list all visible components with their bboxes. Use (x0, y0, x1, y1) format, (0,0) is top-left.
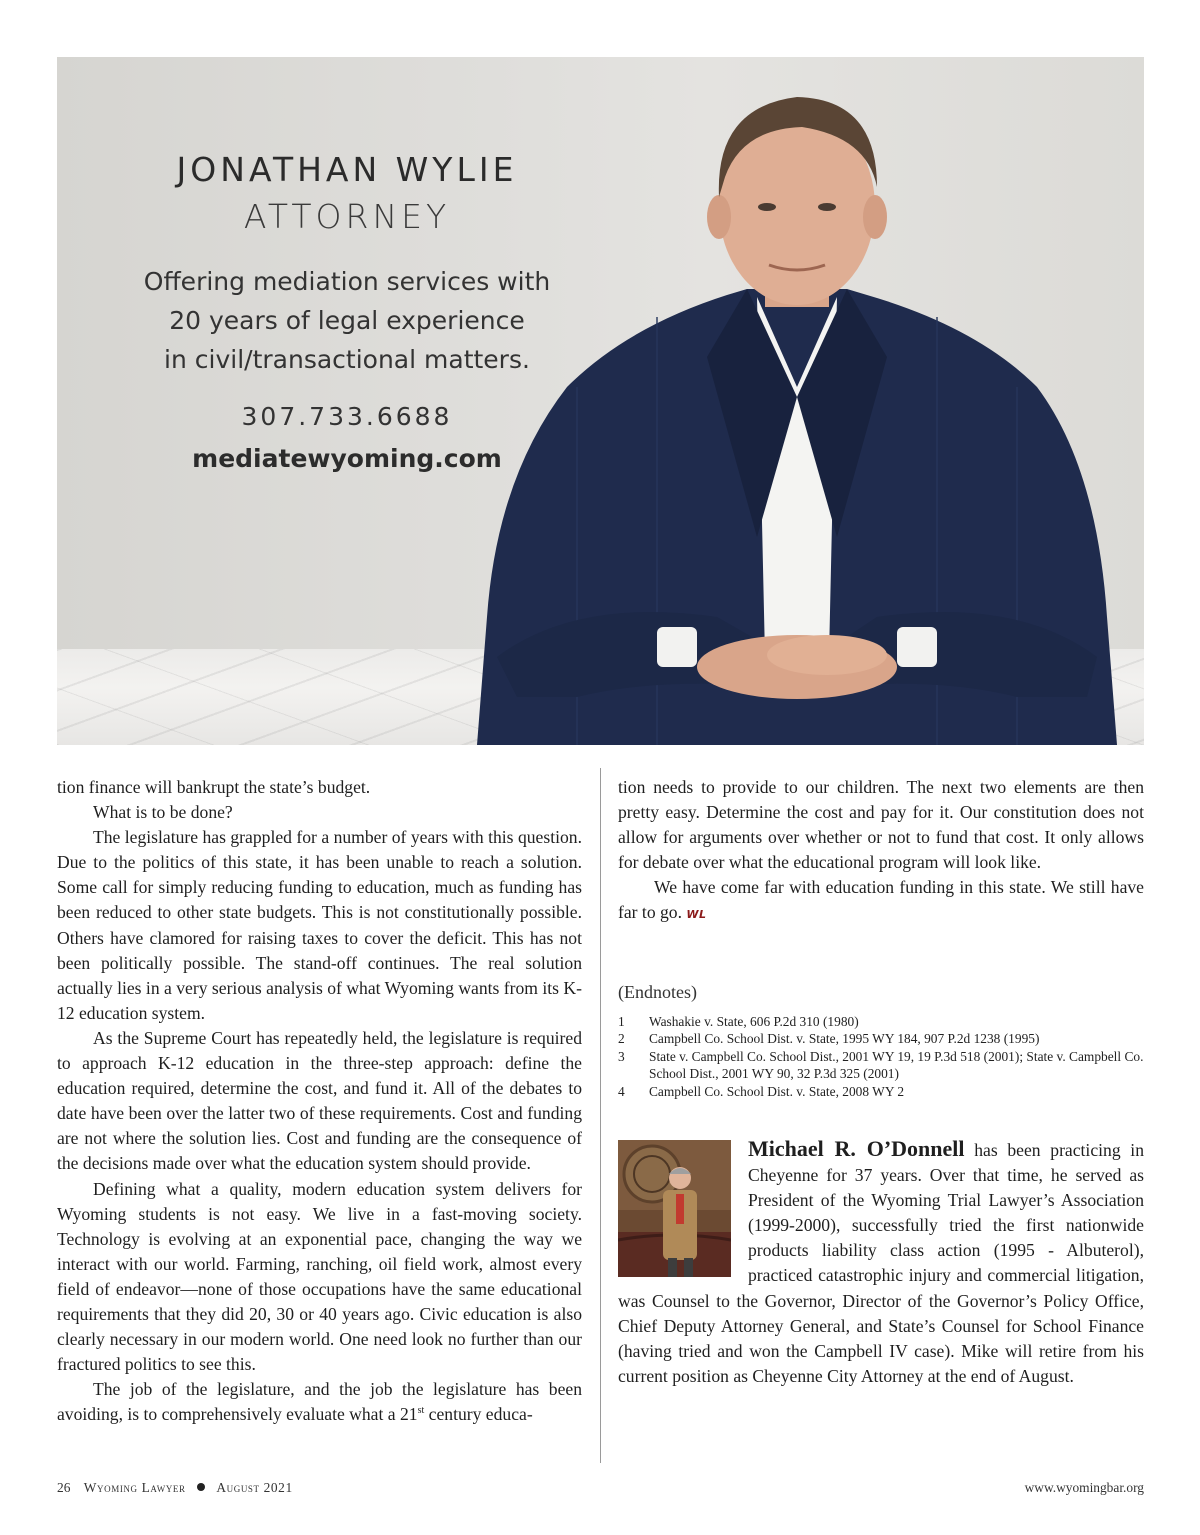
endnote-item (618, 1048, 1148, 1083)
ad-tagline (87, 262, 607, 379)
issue-date: August 2021 (216, 1480, 293, 1495)
article-left-column (57, 775, 582, 1427)
article-paragraph: tion finance will bankrupt the state’s budget. (57, 777, 371, 797)
endnote-text: Washakie v. State, 606 P.2d 310 (1980) (649, 1014, 859, 1029)
ad-website[interactable]: mediatewyoming.com (192, 444, 502, 473)
article-paragraph: What is to be done? (93, 802, 233, 823)
author-name: Michael R. O’Donnell (748, 1136, 965, 1161)
ad-phone: 307.733.6688 (241, 402, 453, 431)
endnote-text: Campbell Co. School Dist. v. State, 2008 WY 2 (649, 1083, 905, 1099)
magazine-name: Wyoming Lawyer (83, 1480, 186, 1495)
article-paragraph: As the Supreme Court has repeatedly held, the legislature is required to approach K-12 education in the three-step approach: define the education required, determine the cost, and fund it. All of the debates to date have been over the latter two of these requirements. Cost and funding are not where the solution lies. Cost and funding are the consequence of the decisions made over what the education system should provide. (57, 1027, 582, 1174)
article-paragraph: tion needs to provide to our children. The next two elements are then pretty easy. Determine the cost and pay for it. Our constitution does not allow for arguments over whether or not to fund that cost. It only allows for debate over what the educational program will look like. (618, 777, 1144, 873)
end-mark-logo: WL (686, 908, 707, 922)
column-divider (600, 768, 601, 1463)
ad-attorney-name: JONATHAN WYLIE (176, 150, 518, 189)
ad-tagline-line: 20 years of legal experience (169, 306, 525, 335)
endnote-item (618, 1030, 1148, 1047)
article-paragraph (618, 875, 1144, 927)
ordinal-superscript: st (417, 1405, 425, 1417)
author-bio-text: has been practicing in Cheyenne for 37 years. Over that time, he served as President of the Wyoming Trial Lawyer’s Association (1999-2000), successfully tried the first nationwide products liability class action (1995 - Albuterol), practiced catastrophic injury and commercial litigation, was Counsel to the Governor, Director of the Governor’s Policy Office, Chief Deputy Attorney General, and State’s Counsel for School Finance (having tried and won the Campbell IV case). Mike will retire from his current position as Cheyenne City Attorney at the end of August. (618, 1140, 1144, 1386)
endnote-text: Campbell Co. School Dist. v. State, 1995 WY 184, 907 P.2d 1238 (1995) (649, 1031, 1040, 1047)
article-paragraph: Defining what a quality, modern education system delivers for Wyoming students is not easy. We live in a fast-moving society. Technology is evolving at an exponential pace, changing the way we interact with our world. Farming, ranching, oil field work, almost every field of endeavor—none of those occupations have the same educational requirements that they did 20, 30 or 40 years ago. Civic education is also clearly necessary in our modern world. One need look no further than our fractured politics to see this. (57, 1178, 582, 1375)
paragraph-text: century educa- (424, 1404, 533, 1425)
paragraph-text: We have come far with education funding in this state. We still have far to go. (618, 877, 1144, 923)
footer-left (57, 1480, 293, 1496)
article-paragraph: The legislature has grappled for a number of years with this question. Due to the politics of this state, it has been unable to reach a solution. Some call for simply reducing funding to education, much as funding has been reduced to other state budgets. This is not constitutionally possible. Others have clamored for raising taxes to cover the deficit. This has not been politically possible. The stand-off continues. The real solution actually lies in a very serious analysis of what Wyoming wants from its K-12 education system. (57, 827, 582, 1023)
photo-spacer (618, 1136, 748, 1280)
footer-website[interactable]: www.wyomingbar.org (1024, 1480, 1144, 1495)
endnotes-list (618, 1013, 1148, 1100)
author-bio (618, 1136, 1144, 1389)
endnote-item (618, 1013, 1148, 1030)
endnotes-heading: (Endnotes) (618, 982, 697, 1002)
article-paragraph-last (57, 1377, 582, 1427)
article-right-column (618, 775, 1144, 928)
bullet-dot-icon (197, 1483, 205, 1491)
ad-tagline-line: in civil/transactional matters. (164, 345, 530, 374)
mediation-advertisement (57, 57, 1144, 745)
endnote-text: State v. Campbell Co. School Dist., 2001 WY 19, 19 P.3d 518 (2001); State v. Campbell Co. School Dist., 2001 WY 90, 32 P.3d 325 (2001) (649, 1048, 1144, 1082)
endnote-number: 3 (618, 1048, 625, 1064)
endnote-number: 2 (618, 1031, 625, 1047)
endnote-item (618, 1083, 1148, 1100)
page-number: 26 (57, 1480, 71, 1495)
endnote-number: 1 (618, 1014, 625, 1029)
ad-attorney-title: ATTORNEY (243, 197, 451, 236)
paragraph-text: The job of the legislature, and the job the legislature has been avoiding, is to comprehensively evaluate what a 21 (57, 1379, 582, 1425)
ad-tagline-line: Offering mediation services with (143, 267, 551, 296)
endnote-number: 4 (618, 1083, 625, 1099)
